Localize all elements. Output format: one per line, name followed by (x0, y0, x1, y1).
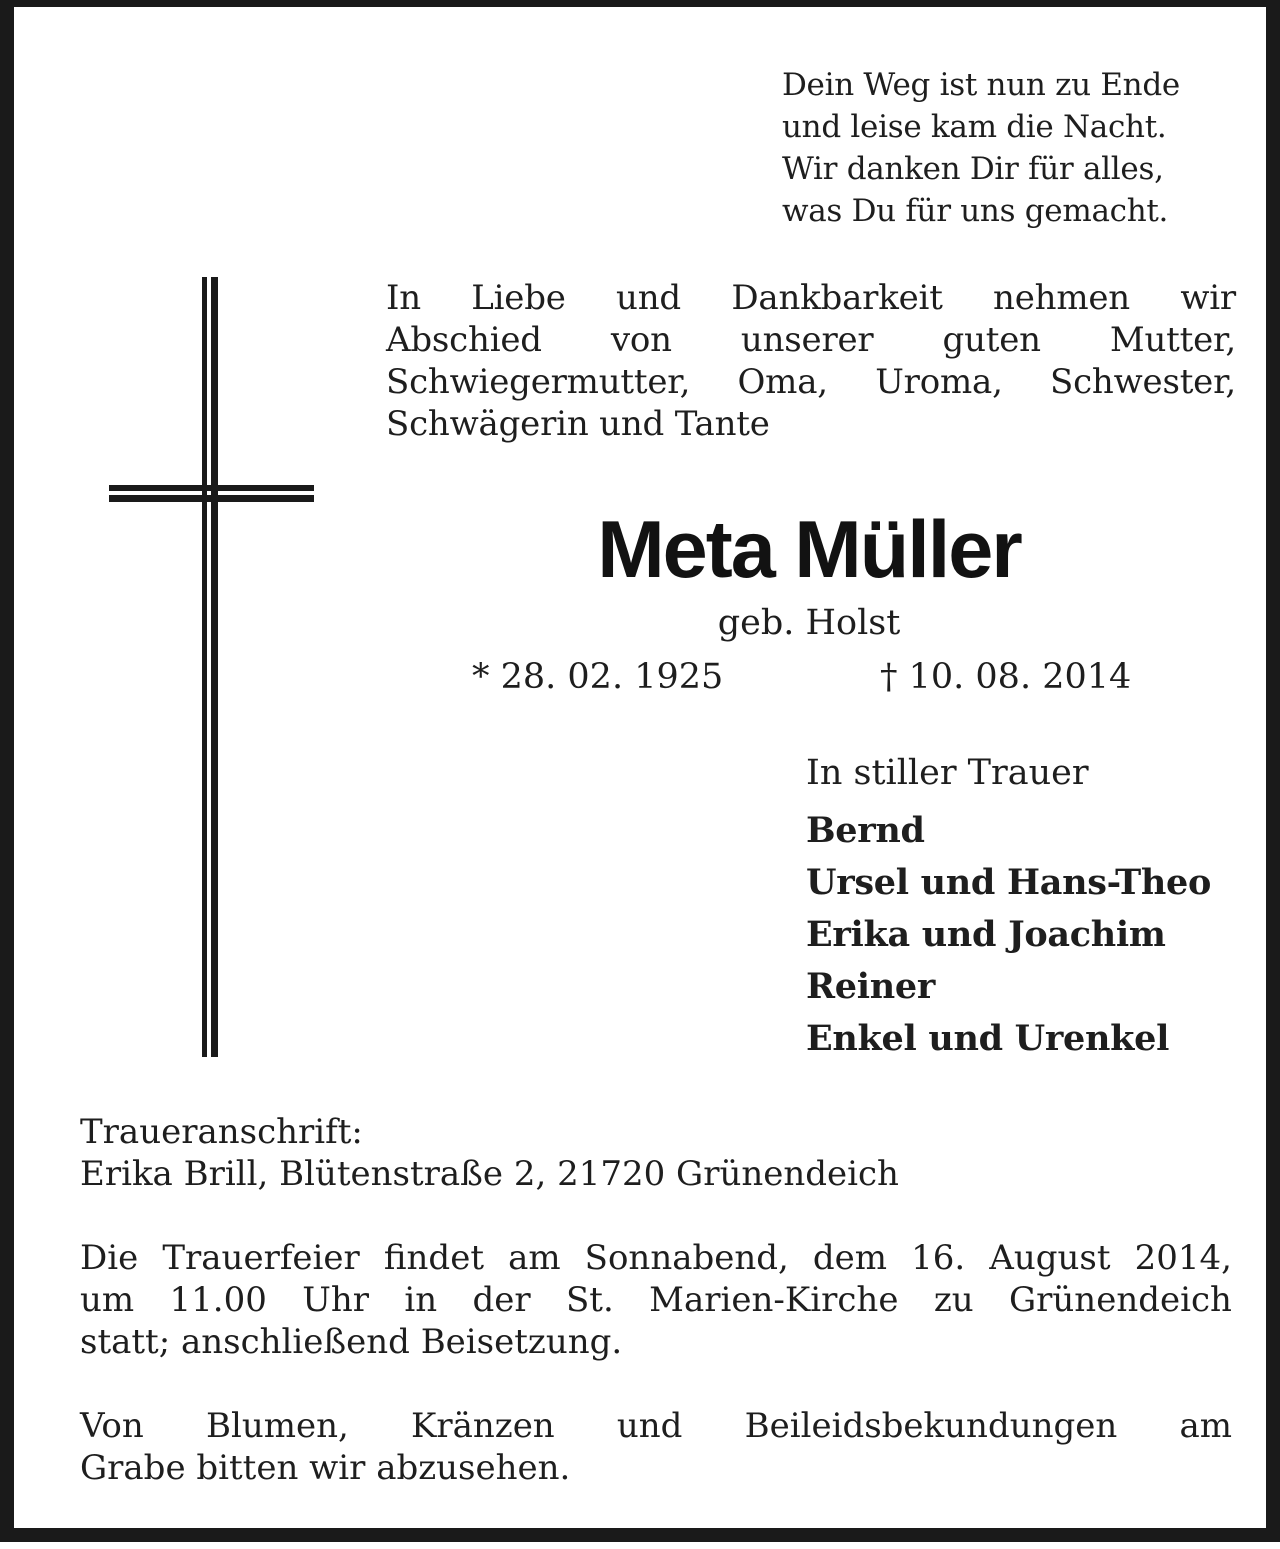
word: Beileidsbekundungen (744, 1406, 1118, 1446)
word: Marien-Kirche (649, 1280, 899, 1320)
flowers-request-text (80, 1405, 1232, 1489)
mourner-name: Ursel und Hans-Theo (806, 862, 1212, 903)
poem-line: Wir danken Dir für alles, (782, 151, 1164, 187)
poem-line: Dein Weg ist nun zu Ende (782, 67, 1180, 103)
word: Uroma, (875, 362, 1003, 402)
word: Schwiegermutter, (386, 362, 691, 402)
mourners-list (806, 805, 1246, 1065)
word: Uhr (302, 1280, 370, 1320)
mourner-name: Enkel und Urenkel (806, 1018, 1170, 1059)
word: Die (80, 1238, 139, 1278)
flowers-line: Grabe bitten wir abzusehen. (80, 1448, 571, 1488)
word: am (508, 1238, 561, 1278)
word: und (616, 1406, 683, 1446)
word: Oma, (737, 362, 828, 402)
service-line (80, 1237, 1232, 1279)
word: 11.00 (169, 1280, 267, 1320)
word: Von (80, 1406, 144, 1446)
word: nehmen (993, 278, 1130, 318)
word: Trauerfeier (162, 1238, 360, 1278)
birth-date: * 28. 02. 1925 (472, 657, 724, 697)
intro-line (386, 277, 1236, 319)
death-date: † 10. 08. 2014 (880, 657, 1132, 697)
word: am (1179, 1406, 1232, 1446)
intro-line: Schwägerin und Tante (386, 404, 770, 444)
word: zu (933, 1280, 974, 1320)
word: Schwester, (1049, 362, 1236, 402)
address-value: Erika Brill, Blütenstraße 2, 21720 Grünendeich (80, 1154, 899, 1194)
word: unserer (740, 320, 874, 360)
word: 16. (911, 1238, 966, 1278)
word: In (386, 278, 421, 318)
poem (782, 64, 1252, 232)
word: und (616, 278, 681, 318)
mourner-name: Bernd (806, 810, 925, 851)
word: Dankbarkeit (731, 278, 943, 318)
word: August (989, 1238, 1111, 1278)
service-line: statt; anschließend Beisetzung. (80, 1322, 623, 1362)
mourning-address (80, 1111, 1230, 1195)
mourner-name: Reiner (806, 966, 936, 1007)
service-line (80, 1279, 1232, 1321)
word: 2014, (1134, 1238, 1232, 1278)
intro-line (386, 319, 1236, 361)
word: in (404, 1280, 438, 1320)
mourning-intro: In stiller Trauer (806, 753, 1089, 793)
intro-line (386, 361, 1236, 403)
flowers-line (80, 1405, 1232, 1447)
word: dem (812, 1238, 888, 1278)
word: um (80, 1280, 135, 1320)
mourner-name: Erika und Joachim (806, 914, 1166, 955)
word: findet (383, 1238, 484, 1278)
word: wir (1180, 278, 1236, 318)
word: St. (566, 1280, 614, 1320)
word: Sonnabend, (584, 1238, 789, 1278)
word: Blumen, (205, 1406, 349, 1446)
word: von (610, 320, 672, 360)
poem-line: was Du für uns gemacht. (782, 193, 1169, 229)
word: Kränzen (410, 1406, 555, 1446)
deceased-name: Meta Müller (597, 505, 1021, 595)
maiden-name: geb. Holst (717, 603, 901, 643)
word: Abschied (386, 320, 542, 360)
word: Liebe (471, 278, 566, 318)
intro-text (386, 277, 1236, 445)
word: der (472, 1280, 531, 1320)
word: Mutter, (1109, 320, 1236, 360)
poem-line: und leise kam die Nacht. (782, 109, 1167, 145)
word: Grünendeich (1008, 1280, 1232, 1320)
funeral-service-text (80, 1237, 1232, 1363)
address-label: Traueranschrift: (80, 1112, 363, 1152)
word: guten (942, 320, 1041, 360)
